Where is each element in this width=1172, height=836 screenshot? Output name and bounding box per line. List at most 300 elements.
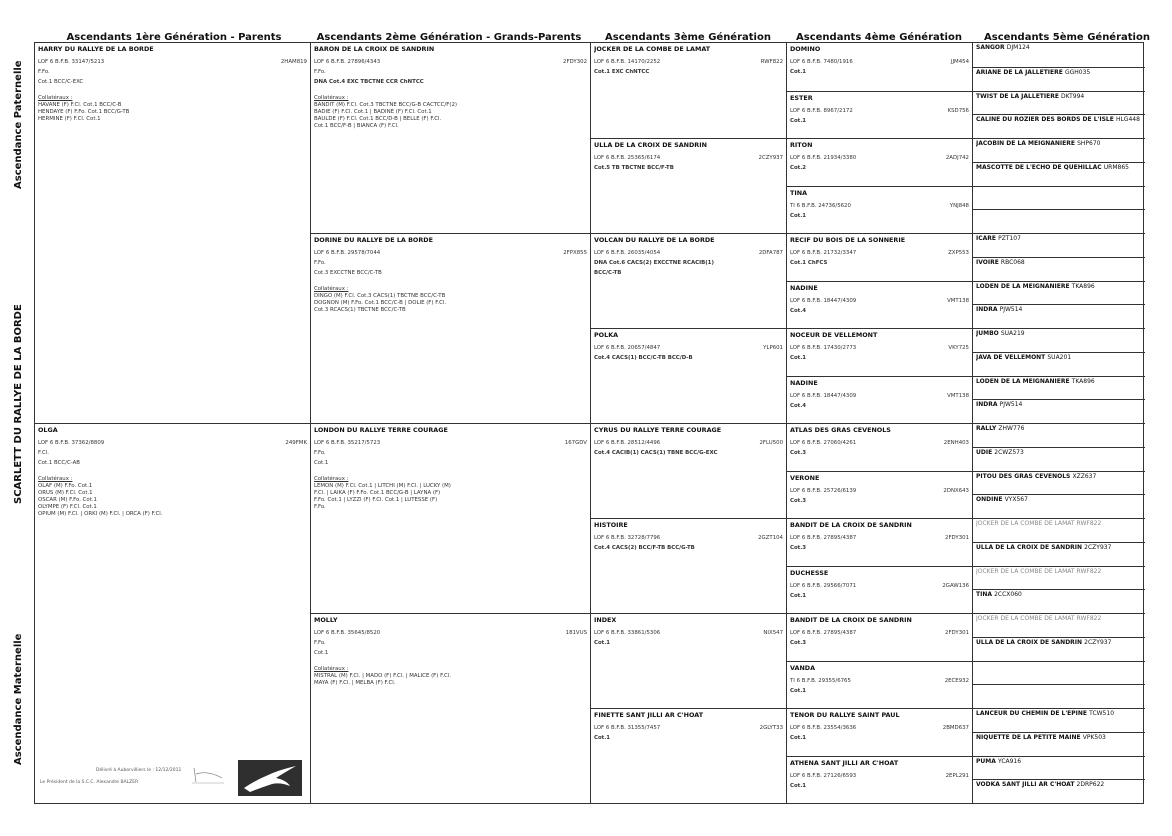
- subject-name-label: SCARLETT DU RALLYE DE LA BORDE: [13, 304, 24, 504]
- detail-line: [790, 213, 969, 220]
- ancestor-name-text: TINA: [976, 591, 992, 599]
- ancestor-name: RITON: [790, 141, 813, 149]
- ancestor-cell-g5: [973, 304, 1145, 328]
- ancestor-name: [976, 211, 1142, 212]
- ancestor-cell-g4: [787, 376, 972, 424]
- ancestor-cell-g4: [787, 138, 972, 186]
- tattoo-code: HLG448: [1115, 116, 1140, 124]
- detail-line: [790, 308, 969, 315]
- detail-line: [790, 118, 969, 125]
- tattoo-code: PJW514: [999, 306, 1023, 314]
- tattoo-code: PJW514: [999, 401, 1023, 409]
- ancestor-cell-g4: [787, 233, 972, 281]
- tattoo-code: RWF822: [1076, 567, 1102, 575]
- ancestor-cell-g3: [591, 708, 786, 803]
- ancestor-cell-g5: [973, 684, 1145, 708]
- ancestor-cell-g5: [973, 186, 1145, 210]
- collateral-line: DOGNON (M) F.Fo. Cot.1 BCC/C-B | DOLIE (F) F.Cl.: [314, 300, 447, 306]
- detail-line-text: Cot.5 TB TBCTNE BCC/F-TB: [594, 165, 674, 171]
- collateral-line: HERMINE (F) F.Cl. Cot.1: [38, 116, 101, 122]
- detail-line-text: Cot.3: [790, 545, 807, 551]
- ancestor-cell-g4: [787, 423, 972, 471]
- ancestor-cell-g5: [973, 209, 1145, 233]
- tattoo-code: TKA896: [1071, 377, 1095, 385]
- ancestor-name: ATHENA SANT JILLI AR C'HOAT: [790, 758, 899, 767]
- detail-line: [38, 450, 307, 457]
- detail-line: [594, 260, 783, 267]
- detail-line-text: F.Cl.: [38, 450, 49, 456]
- registration-line-text: TI 6 B.F.B. 29355/6765: [790, 677, 851, 684]
- ancestor-name-text: SANGOR: [976, 44, 1005, 51]
- header-gen2: Ascendants 2ème Génération - Grands-Parents: [316, 32, 582, 43]
- detail-line-text: Cot.1: [790, 69, 807, 75]
- ancestor-name: HARRY DU RALLYE DE LA BORDE: [38, 45, 154, 53]
- ancestor-name: [976, 259, 1142, 268]
- tattoo-code: VPK503: [1082, 733, 1106, 741]
- ancestor-cell-g3: [591, 328, 786, 423]
- detail-line-text: F.Fo.: [314, 260, 326, 266]
- collaterals-header: Collatéraux :: [314, 95, 349, 101]
- tattoo-code: 2HAM819: [280, 59, 307, 65]
- ancestor-cell-g5: [973, 566, 1145, 590]
- ancestor-name: [976, 663, 1142, 664]
- registration-line-text: LOF 6 B.F.B. 29566/7071: [790, 582, 857, 589]
- ancestor-cell-g4: [787, 756, 972, 804]
- ancestor-cell-g5: [973, 257, 1145, 281]
- ancestor-cell-g3: [591, 43, 786, 138]
- detail-line: [314, 450, 587, 457]
- detail-line-text: Cot.1 BCC/C-EXC: [38, 79, 84, 85]
- ancestor-name-text: LANCEUR DU CHEMIN DE L'EPINE: [976, 710, 1088, 717]
- registration-line-text: LOF 6 B.F.B. 26035/4054: [594, 250, 661, 256]
- ancestor-name: MOLLY: [314, 616, 338, 624]
- detail-line-text: Cot.4 CACIB(1) CACS(1) TBNE BCC/G-EXC: [594, 450, 718, 456]
- ancestor-name: DORINE DU RALLYE DE LA BORDE: [314, 236, 433, 244]
- ancestor-name: ULLA DE LA CROIX DE SANDRIN: [594, 141, 707, 149]
- tattoo-code: YCA916: [997, 757, 1022, 765]
- detail-line-text: F.Fo.: [314, 450, 326, 456]
- collateral-line: BANDIT (M) F.Cl. Cot.3 TBCTNE BCC/G-B CACTCC/F(2): [314, 102, 457, 108]
- tattoo-code: RWF822: [1076, 615, 1102, 622]
- registration-line: [38, 59, 307, 66]
- ancestor-cell-g4: [787, 661, 972, 709]
- ancestor-cell-g5: [973, 779, 1145, 803]
- ancestor-name: ESTER: [790, 93, 813, 102]
- ancestor-cell-g3: [591, 138, 786, 233]
- registration-line-text: LOF 6 B.F.B. 27895/4387: [790, 535, 857, 541]
- ancestor-name: LONDON DU RALLYE TERRE COURAGE: [314, 426, 448, 434]
- tattoo-code: 2FDY302: [563, 59, 587, 65]
- tattoo-code: VMT138: [947, 297, 969, 304]
- ancestor-cell-g5: [973, 447, 1145, 471]
- tattoo-code: TKA896: [1071, 282, 1095, 290]
- ancestor-name: DOMINO: [790, 45, 821, 53]
- collateral-line: F.Fo. Cot.1 | LYZZI (F) F.Cl. Cot.1 | LUTESSE (F): [314, 497, 438, 503]
- tattoo-code: 2CWZ573: [994, 448, 1024, 456]
- collateral-line: Cot.1 BCC/F-B | BIANCA (F) F.Cl.: [314, 123, 399, 129]
- ancestor-name-text: PITOU DES GRAS CEVENOLS: [976, 472, 1071, 480]
- tattoo-code: ZXP553: [948, 250, 969, 256]
- ancestor-name-text: ARIANE DE LA JALLETIERE: [976, 68, 1063, 76]
- tattoo-code: PZT107: [998, 235, 1021, 242]
- tattoo-code: ZHW776: [998, 425, 1025, 432]
- detail-line-text: Cot.1: [790, 117, 807, 124]
- ancestor-cell-g4: [787, 43, 972, 91]
- ancestor-name: [976, 401, 1142, 410]
- registration-line-text: LOF 6 B.F.B. 27126/6593: [790, 772, 857, 779]
- detail-line: [790, 688, 969, 695]
- detail-line-text: F.Fo.: [314, 69, 326, 75]
- ancestor-name: CYRUS DU RALLYE TERRE COURAGE: [594, 426, 722, 434]
- ancestor-name: [976, 734, 1142, 743]
- ancestor-cell-g2: [311, 43, 590, 233]
- ancestor-cell-g5: [973, 708, 1145, 732]
- ancestor-name-text: INDRA: [976, 306, 998, 314]
- tattoo-code: VYX567: [1004, 496, 1028, 504]
- ancestor-name-text: JOCKER DE LA COMBE DE LAMAT: [976, 567, 1075, 575]
- detail-line: [314, 650, 587, 657]
- tattoo-code: VMT138: [947, 392, 969, 399]
- detail-line-text: Cot.1: [790, 592, 807, 599]
- ancestor-name-text: UDIE: [976, 448, 993, 456]
- tattoo-code: XZZ637: [1072, 472, 1097, 480]
- ancestor-name: VERONE: [790, 473, 820, 482]
- ancestor-cell-g5: [973, 376, 1145, 400]
- detail-line-text: Cot.1: [790, 212, 807, 219]
- detail-line-text: Cot.1: [790, 782, 807, 789]
- tattoo-code: 2FPX855: [563, 250, 587, 256]
- ancestor-name: ATLAS DES GRAS CEVENOLS: [790, 426, 891, 434]
- registration-line: [594, 725, 783, 732]
- ancestor-cell-g5: [973, 114, 1145, 138]
- ancestor-cell-g5: [973, 494, 1145, 518]
- registration-line-text: LOF 6 B.F.B. 14170/2252: [594, 59, 661, 65]
- registration-line: [314, 59, 587, 66]
- detail-line-text: Cot.4: [790, 307, 807, 314]
- collateral-line: F.Cl. | LAIKA (F) F.Fo. Cot.1 BCC/G-B | LAYNA (F): [314, 490, 441, 496]
- registration-line: [790, 393, 969, 400]
- detail-line: [790, 165, 969, 172]
- ancestor-name-text: RALLY: [976, 425, 997, 432]
- ancestor-name-text: MASCOTTE DE L'ECHO DE QUEHILLAC: [976, 163, 1102, 171]
- detail-line-text: Cot.3: [790, 640, 807, 646]
- ancestor-name: FINETTE SANT JILLI AR C'HOAT: [594, 711, 704, 719]
- gen2-column: [311, 43, 591, 803]
- tattoo-code: 2DNX643: [943, 487, 969, 494]
- registration-line-text: LOF 6 B.F.B. 33861/5306: [594, 630, 661, 636]
- registration-line: [790, 59, 969, 66]
- ancestor-name: [976, 44, 1142, 53]
- tattoo-code: SUA201: [1047, 353, 1072, 361]
- ancestor-cell-g5: [973, 352, 1145, 376]
- collateral-line: ORUS (M) F.Cl. Cot.1: [38, 490, 93, 496]
- detail-line-text: Cot.1: [594, 735, 611, 741]
- ancestor-name: [976, 116, 1142, 125]
- registration-line: [790, 345, 969, 352]
- ancestor-cell-g4: [787, 91, 972, 139]
- header-gen3: Ascendants 3ème Génération: [605, 32, 771, 43]
- collateral-line: HAVANE (F) F.Cl. Cot.1 BCC/C-B: [38, 102, 122, 108]
- detail-line: [594, 640, 783, 647]
- registration-line-text: LOF 6 B.F.B. 21732/3347: [790, 250, 857, 256]
- tattoo-code: URM865: [1103, 163, 1129, 171]
- maternal-label: Ascendance Maternelle: [13, 633, 24, 765]
- ancestor-name-text: ICARE: [976, 235, 996, 242]
- ancestor-name-text: JACOBIN DE LA MEIGNANIERE: [976, 140, 1075, 147]
- detail-line: [594, 450, 783, 457]
- ancestor-name: [976, 639, 1142, 648]
- ancestor-name: [976, 758, 1142, 767]
- tattoo-code: 2GAW136: [942, 582, 969, 589]
- registration-line: [314, 250, 587, 257]
- ancestor-name: NADINE: [790, 283, 818, 292]
- ancestor-name-text: LODEN DE LA MEIGNANIERE: [976, 282, 1070, 290]
- signatory-text: Le Président de la S.C.C. Alexandre BALZER: [40, 780, 139, 785]
- ancestor-cell-g4: [787, 566, 972, 614]
- ancestor-name: OLGA: [38, 426, 58, 434]
- detail-line-text: Cot.4 CACS(1) BCC/C-TB BCC/D-B: [594, 355, 693, 361]
- detail-line: [314, 460, 587, 467]
- detail-line: [790, 593, 969, 600]
- registration-line-text: LOF 6 B.F.B. 7480/1916: [790, 59, 853, 65]
- registration-line: [594, 250, 783, 257]
- ancestor-name: [976, 164, 1142, 173]
- ancestor-cell-g5: [973, 542, 1145, 566]
- registration-line-text: LOF 6 B.F.B. 20657/4847: [594, 345, 661, 351]
- detail-line: [790, 498, 969, 505]
- ancestor-name: [976, 354, 1142, 363]
- detail-line-text: Cot.1: [314, 460, 329, 466]
- ancestor-name: NOCEUR DE VELLEMONT: [790, 331, 878, 339]
- tattoo-code: GGH035: [1064, 68, 1091, 76]
- detail-line-text: DNA Cot.4 EXC TBCTNE CCR ChNTCC: [314, 79, 424, 85]
- ancestor-cell-g1: [35, 43, 310, 423]
- ancestor-name: [976, 69, 1142, 78]
- ancestor-cell-g4: [787, 518, 972, 566]
- ancestor-name: [976, 544, 1142, 553]
- ancestor-name: INDEX: [594, 616, 617, 624]
- tattoo-code: 2EPL291: [945, 772, 969, 779]
- tattoo-code: YLP601: [763, 345, 783, 351]
- tattoo-code: 2CZY937: [1084, 543, 1112, 551]
- registration-line-text: LOF 6 B.F.B. 32728/7796: [594, 535, 661, 541]
- tattoo-code: KSD756: [947, 107, 969, 114]
- footer: [36, 758, 306, 800]
- ancestor-name: HISTOIRE: [594, 521, 628, 529]
- detail-line-text: Cot.4: [790, 402, 807, 409]
- collateral-line: MISTRAL (M) F.Cl. | MADO (F) F.Cl. | MALICE (F) F.Cl.: [314, 673, 452, 679]
- ancestor-name-text: CALINE DU ROZIER DES BORDS DE L'ISLE: [976, 116, 1114, 124]
- issued-text: Délivré à Aubervilliers le : 12/12/2011: [96, 768, 182, 773]
- detail-line-text: Cot.2: [790, 165, 807, 171]
- detail-line-text: BCC/C-TB: [594, 270, 622, 276]
- detail-line: [790, 640, 969, 647]
- registration-line: [314, 440, 587, 447]
- tattoo-code: 249FMK: [285, 440, 307, 446]
- collateral-line: BADIE (F) F.Cl. Cot.1 | BADINE (F) F.Cl. Cot.1: [314, 109, 432, 115]
- registration-line-text: LOF 6 B.F.B. 27895/4387: [790, 630, 857, 636]
- gen4-column: [787, 43, 973, 803]
- tattoo-code: NIX547: [763, 630, 783, 636]
- collateral-line: F.Fo.: [314, 504, 326, 510]
- detail-line-text: Cot.1 BCC/C-AB: [38, 460, 80, 466]
- tattoo-code: 2FDY301: [945, 630, 969, 636]
- registration-line-text: LOF 6 B.F.B. 28512/4496: [594, 440, 661, 446]
- ancestor-cell-g5: [973, 732, 1145, 756]
- ancestor-cell-g3: [591, 613, 786, 708]
- ancestor-name: [976, 473, 1142, 482]
- ancestor-name: BARON DE LA CROIX DE SANDRIN: [314, 45, 435, 53]
- ancestor-name-text: VODKA SANT JILLI AR C'HOAT: [976, 781, 1075, 789]
- ancestor-cell-g4: [787, 281, 972, 329]
- gen1-column: [35, 43, 311, 803]
- detail-line-text: Cot.1: [594, 640, 611, 646]
- detail-line: [38, 69, 307, 76]
- ancestor-name: VOLCAN DU RALLYE DE LA BORDE: [594, 236, 715, 244]
- detail-line: [314, 79, 587, 86]
- ancestor-name-text: JUMBO: [976, 330, 999, 337]
- ancestor-name: TINA: [790, 188, 808, 197]
- collateral-line: DINGO (M) F.Cl. Cot.3 CACS(1) TBCTNE BCC/C-TB: [314, 293, 446, 299]
- registration-line: [594, 535, 783, 542]
- ancestor-name: VANDA: [790, 663, 816, 672]
- ancestor-cell-g5: [973, 91, 1145, 115]
- registration-line-text: LOF 6 B.F.B. 33147/5213: [38, 59, 105, 65]
- detail-line: [594, 735, 783, 742]
- registration-line: [790, 298, 969, 305]
- ancestor-name: [976, 591, 1142, 600]
- header-gen4: Ascendants 4ème Génération: [796, 32, 962, 43]
- detail-line-text: F.Fo.: [38, 69, 50, 75]
- tattoo-code: RBC068: [1000, 258, 1025, 266]
- registration-line-text: LOF 6 B.F.B. 18447/4309: [790, 392, 857, 399]
- collateral-line: MAYA (F) F.Cl. | MELBA (F) F.Cl.: [314, 680, 396, 686]
- ancestor-cell-g5: [973, 589, 1145, 613]
- ancestor-name-text: TWIST DE LA JALLETIERE: [976, 92, 1059, 100]
- tattoo-code: DKT994: [1061, 92, 1085, 100]
- ancestor-name-text: JOCKER DE LA COMBE DE LAMAT: [976, 615, 1075, 622]
- detail-line-text: Cot.1: [790, 355, 807, 361]
- detail-line-text: DNA Cot.6 CACS(2) EXCCTNE RCACIB(1): [594, 260, 714, 266]
- tattoo-code: 2CCX060: [994, 591, 1022, 599]
- ancestor-name-text: ULLA DE LA CROIX DE SANDRIN: [976, 638, 1083, 646]
- ancestor-name-text: ULLA DE LA CROIX DE SANDRIN: [976, 543, 1083, 551]
- ancestor-cell-g5: [973, 423, 1145, 447]
- detail-line: [594, 165, 783, 172]
- tattoo-code: 2FLU500: [759, 440, 783, 446]
- ancestor-name: [976, 425, 1142, 434]
- registration-line-text: LOF 6 B.F.B. 29578/7044: [314, 250, 381, 256]
- detail-line-text: Cot.3: [790, 450, 807, 456]
- registration-line: [594, 440, 783, 447]
- detail-line-text: Cot.3: [790, 497, 807, 504]
- registration-line-text: LOF 6 B.F.B. 27060/4261: [790, 440, 857, 446]
- detail-line-text: Cot.1: [790, 735, 807, 741]
- ancestor-cell-g5: [973, 162, 1145, 186]
- ancestor-cell-g5: [973, 518, 1145, 542]
- ancestor-cell-g5: [973, 756, 1145, 780]
- ancestor-name: [976, 781, 1142, 790]
- detail-line: [790, 69, 969, 76]
- registration-line: [790, 250, 969, 257]
- registration-line-text: LOF 6 B.F.B. 23554/3636: [790, 725, 857, 731]
- ancestor-cell-g4: [787, 328, 972, 376]
- registration-line-text: LOF 6 B.F.B. 21934/3380: [790, 155, 857, 161]
- ancestor-name-text: ONDINE: [976, 496, 1003, 504]
- registration-line-text: LOF 6 B.F.B. 25365/6174: [594, 155, 661, 161]
- registration-line-text: LOF 6 B.F.B. 8967/2172: [790, 107, 853, 114]
- ancestor-name: [976, 93, 1142, 102]
- ancestor-name: DUCHESSE: [790, 568, 829, 577]
- tattoo-code: DJM124: [1006, 44, 1030, 51]
- ancestor-name: [976, 140, 1142, 149]
- collateral-line: OSCAR (M) F.Fo. Cot.1: [38, 497, 97, 503]
- ancestor-cell-g2: [311, 233, 590, 423]
- detail-line-text: Cot.1: [790, 687, 807, 694]
- header-gen5: Ascendants 5ème Génération: [984, 32, 1150, 43]
- ancestor-cell-g3: [591, 518, 786, 613]
- tattoo-code: 2ENH403: [943, 440, 969, 446]
- tattoo-code: YNJ848: [949, 202, 969, 209]
- ancestor-name: [976, 710, 1142, 719]
- tattoo-code: 2GLYT33: [759, 725, 783, 731]
- registration-line: [314, 630, 587, 637]
- gen3-column: [591, 43, 787, 803]
- collateral-line: OLYMPE (F) F.Cl. Cot.1: [38, 504, 97, 510]
- ancestor-name-text: PUMA: [976, 757, 996, 765]
- collaterals-header: Collatéraux :: [38, 476, 73, 482]
- ancestor-name: BANDIT DE LA CROIX DE SANDRIN: [790, 616, 912, 624]
- ancestor-name: [976, 520, 1142, 529]
- ancestor-name: [976, 449, 1142, 458]
- ancestor-name: RECIF DU BOIS DE LA SONNERIE: [790, 236, 906, 244]
- registration-line-text: LOF 6 B.F.B. 25726/6139: [790, 487, 857, 494]
- scc-logo-icon: [238, 760, 302, 796]
- collateral-line: OLAF (M) F.Fo. Cot.1: [38, 483, 93, 489]
- detail-line: [790, 545, 969, 552]
- ancestor-name: NADINE: [790, 378, 818, 387]
- registration-line: [790, 725, 969, 732]
- ancestor-name-text: INDRA: [976, 401, 998, 409]
- registration-line: [790, 535, 969, 542]
- tattoo-code: VKY725: [948, 345, 969, 351]
- ancestor-cell-g5: [973, 399, 1145, 423]
- ancestor-cell-g5: [973, 281, 1145, 305]
- registration-line: [790, 773, 969, 780]
- detail-line: [38, 79, 307, 86]
- collaterals-header: Collatéraux :: [38, 95, 73, 101]
- registration-line-text: LOF 6 B.F.B. 17430/2773: [790, 345, 857, 351]
- detail-line: [594, 545, 783, 552]
- tattoo-code: 2DRP622: [1076, 781, 1105, 789]
- ancestor-cell-g1: [35, 423, 310, 803]
- ancestor-name-text: IVOIRE: [976, 258, 999, 266]
- detail-line: [594, 69, 783, 76]
- tattoo-code: 2CZY937: [1084, 638, 1112, 646]
- tattoo-code: SUA219: [1000, 330, 1025, 337]
- registration-line-text: TI 6 B.F.B. 24736/5620: [790, 202, 851, 209]
- registration-line: [790, 678, 969, 685]
- ancestor-cell-g5: [973, 233, 1145, 257]
- registration-line: [594, 155, 783, 162]
- collateral-line: LEMON (M) F.Cl. Cot.1 | LITCHI (M) F.Cl. | LUCKY (M): [314, 483, 451, 489]
- detail-line-text: Cot.1 ChFCS: [790, 260, 828, 266]
- registration-line-text: LOF 6 B.F.B. 35217/5723: [314, 440, 381, 446]
- ancestor-cell-g5: [973, 67, 1145, 91]
- detail-line: [314, 69, 587, 76]
- tattoo-code: 167GDV: [564, 440, 587, 446]
- pedigree-grid: [34, 42, 1144, 804]
